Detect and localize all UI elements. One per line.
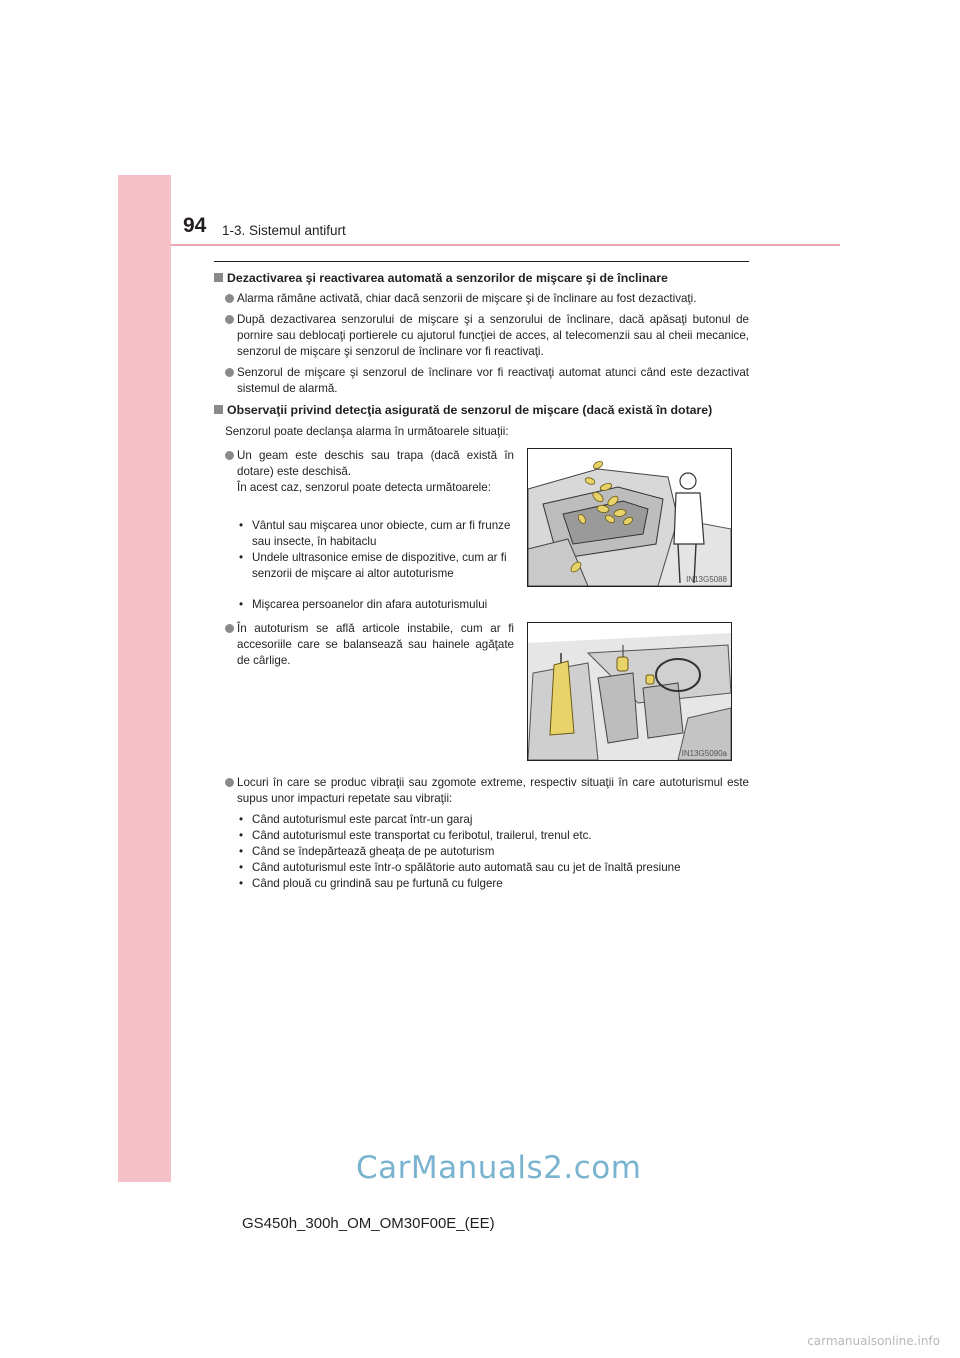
sub-bullet-icon: •: [239, 813, 244, 826]
section-heading-motion-sensor-notes: [214, 402, 712, 418]
sub-item-text: Când autoturismul este transportat cu feribotul, trailerul, trenul etc.: [252, 829, 592, 842]
bullet-text-continued: În acest caz, senzorul poate detecta următoarele:: [237, 480, 491, 494]
side-color-band: [118, 175, 171, 1182]
bullet-item-unstable-items: [225, 621, 514, 668]
bullet-item: [225, 312, 749, 359]
figure-code: IN13G5088: [686, 575, 727, 584]
sub-bullet-icon: •: [239, 551, 244, 564]
figure-hanging-items: [527, 622, 732, 761]
round-bullet-icon: [225, 778, 234, 787]
bullet-item: [225, 365, 749, 397]
car-interior-illustration: [528, 623, 731, 760]
heading-text: Observaţii privind detecţia asigurată de senzorul de mişcare (dacă există în dotare): [227, 403, 713, 417]
sub-item-text: Când autoturismul este într-o spălătorie auto automată sau cu jet de înaltă presiune: [252, 861, 681, 874]
sub-bullet-icon: •: [239, 519, 244, 532]
bullet-item-vibrations: [225, 775, 749, 807]
sub-item: [239, 550, 515, 582]
sub-item: [239, 828, 749, 844]
sub-item: [239, 844, 749, 860]
bullet-item-open-window: [225, 448, 514, 495]
round-bullet-icon: [225, 315, 234, 324]
sub-item: [239, 518, 515, 550]
sub-item: [239, 812, 749, 828]
round-bullet-icon: [225, 624, 234, 633]
content-top-rule: [214, 261, 749, 262]
sub-item: [239, 860, 749, 876]
sub-item-text: Când plouă cu grindină sau pe furtună cu fulgere: [252, 877, 503, 890]
car-sunroof-illustration: [528, 449, 731, 586]
bullet-item: [225, 291, 749, 307]
sub-item-text: Când se îndepărtează gheaţa de pe autoturism: [252, 845, 495, 858]
sub-item-text: Undele ultrasonice emise de dispozitive, cum ar fi senzorii de mişcare ai altor autoturisme: [252, 551, 507, 580]
square-bullet-icon: [214, 273, 223, 282]
watermark-carmanuals2: CarManuals2.com: [356, 1150, 642, 1186]
footer-site-watermark: carmanualsonline.info: [807, 1334, 940, 1348]
round-bullet-icon: [225, 294, 234, 303]
figure-sunroof-leaves: [527, 448, 732, 587]
figure-code: IN13G5090a: [681, 749, 727, 758]
bullet-text: După dezactivarea senzorului de mişcare şi a senzorului de înclinare, dacă apăsaţi butonul de pornire sau deblocaţi portierele cu ajutorul funcţiei de acces, al telecomenzii sau al cheii mecanice, senzorul de mişcare şi senzorul de înclinare vor fi reactivaţi.: [237, 313, 749, 358]
sub-bullet-icon: •: [239, 598, 244, 611]
section-heading-auto-reactivation: [214, 270, 668, 286]
bullet-text: Senzorul de mişcare şi senzorul de înclinare vor fi reactivaţi automat atunci când este dezactivat sistemul de alarmă.: [237, 366, 749, 395]
footer-document-code: GS450h_300h_OM_OM30F00E_(EE): [242, 1215, 495, 1232]
round-bullet-icon: [225, 368, 234, 377]
sub-item: [239, 876, 749, 892]
sub-bullet-icon: •: [239, 877, 244, 890]
heading-text: Dezactivarea şi reactivarea automată a senzorilor de mişcare şi de înclinare: [227, 271, 668, 285]
sub-item-text: Când autoturismul este parcat într-un garaj: [252, 813, 473, 826]
sub-item-text: Mişcarea persoanelor din afara autoturismului: [252, 598, 488, 611]
sub-item-text: Vântul sau mişcarea unor obiecte, cum ar fi frunze sau insecte, în habitaclu: [252, 519, 511, 548]
bullet-text: În autoturism se află articole instabile, cum ar fi accesoriile care se balansează sau hainele agăţate de cârlige.: [237, 622, 514, 667]
square-bullet-icon: [214, 405, 223, 414]
bullet-text: Alarma rămâne activată, chiar dacă senzorii de mişcare şi de înclinare au fost dezactivaţi.: [237, 292, 697, 305]
sub-bullet-icon: •: [239, 829, 244, 842]
page-number: 94: [183, 214, 207, 237]
sub-bullet-icon: •: [239, 861, 244, 874]
round-bullet-icon: [225, 451, 234, 460]
bullet-text: Un geam este deschis sau trapa (dacă există în dotare) este deschisă.: [237, 449, 514, 478]
sub-bullet-icon: •: [239, 845, 244, 858]
header-rule: [171, 244, 840, 246]
sub-item: [239, 597, 523, 613]
section-title: 1-3. Sistemul antifurt: [222, 223, 346, 238]
bullet-text: Locuri în care se produc vibraţii sau zgomote extreme, respectiv situaţii în care autoturismul este supus unor impacturi repetate sau vibraţii:: [237, 776, 749, 805]
intro-text: Senzorul poate declanşa alarma în următoarele situaţii:: [225, 425, 509, 438]
